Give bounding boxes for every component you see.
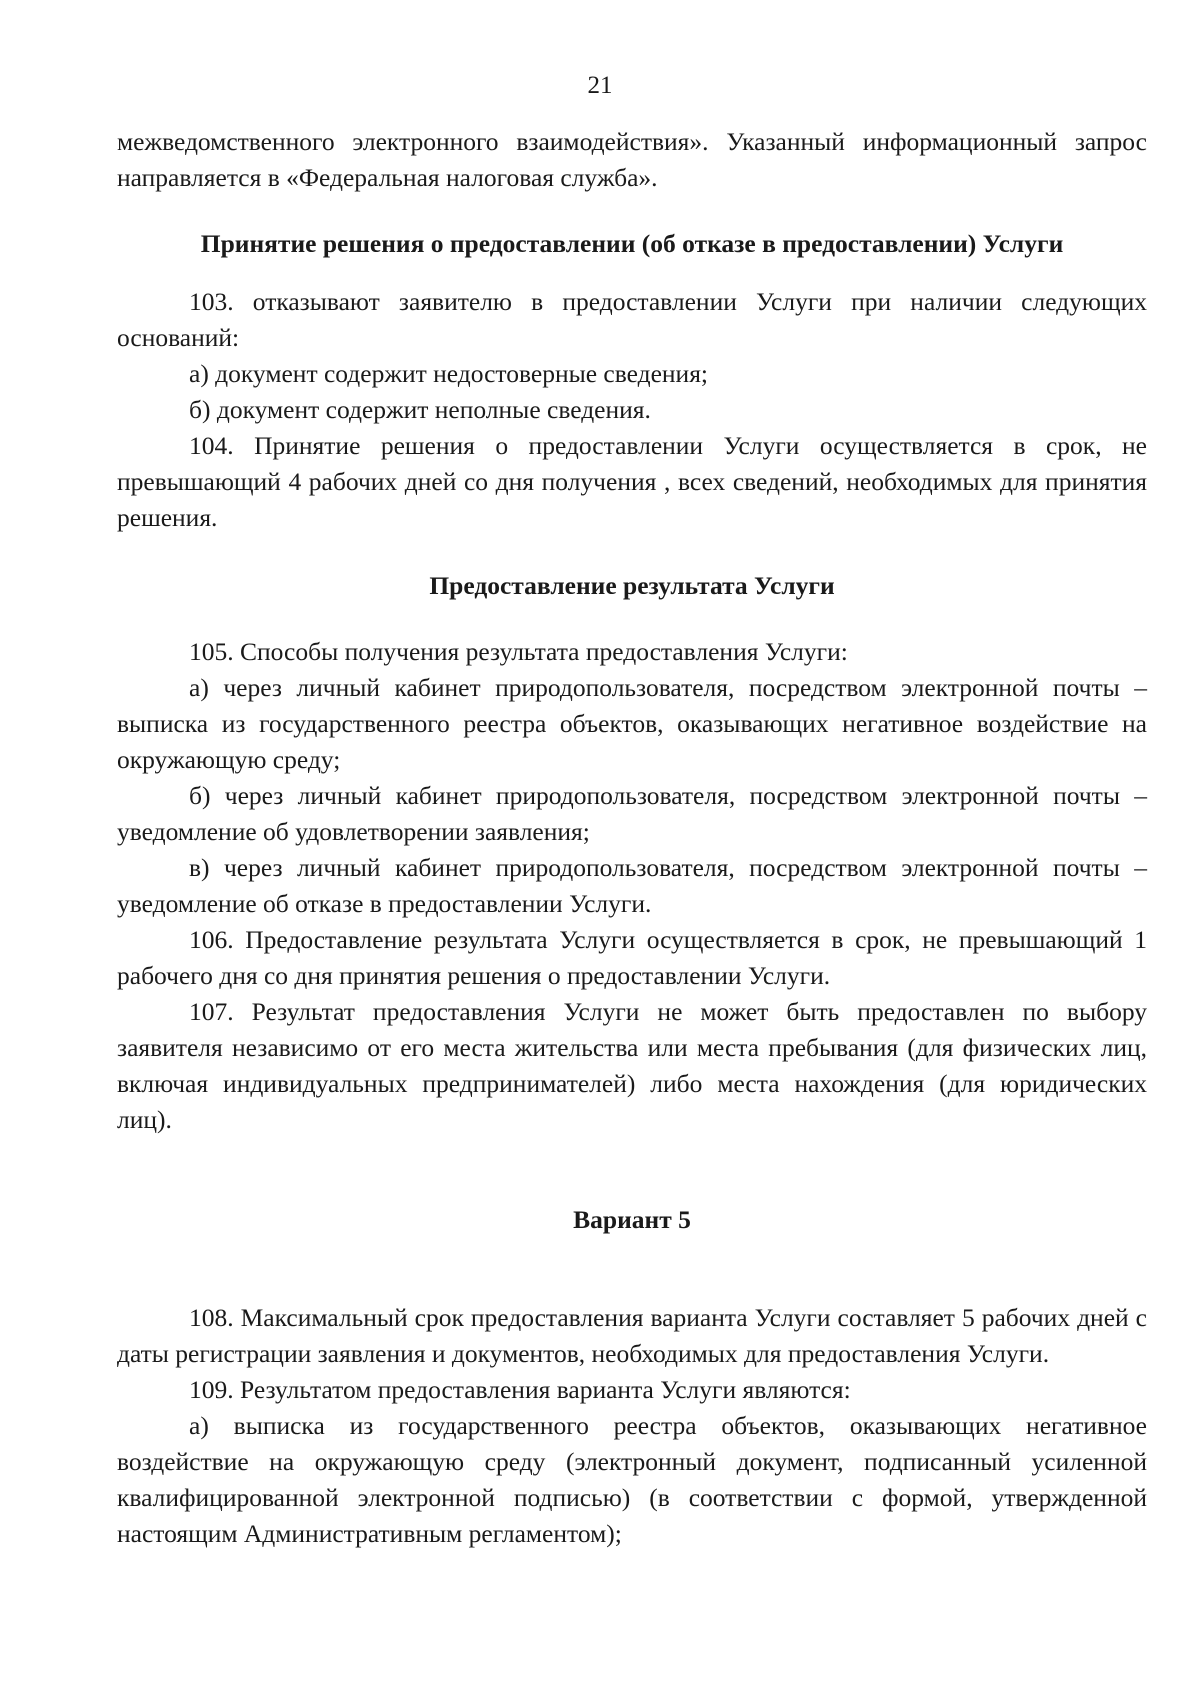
paragraph-105-b: б) через личный кабинет природопользователя, посредством электронной почты – уведомление об удовлетворении заявления; [117,781,1147,846]
paragraph-103-b: б) документ содержит неполные сведения. [189,395,651,424]
paragraph-104: 104. Принятие решения о предоставлении Услуги осуществляется в срок, не превышающий 4 рабочих дней со дня получения , всех сведений, необходимых для принятия решения. [117,431,1147,532]
paragraph-109-a: а) выписка из государственного реестра объектов, оказывающих негативное воздействие на окружающую среду (электронный документ, подписанный усиленной квалифицированной электронной подписью) (в соответствии с формой, утвержденной настоящим Административным регламентом); [117,1411,1147,1548]
page-number: 21 [587,72,613,99]
paragraph-109: 109. Результатом предоставления варианта Услуги являются: [189,1375,851,1404]
paragraph-continuation: межведомственного электронного взаимодействия». Указанный информационный запрос направляется в «Федеральная налоговая служба». [117,127,1147,192]
paragraph-105: 105. Способы получения результата предоставления Услуги: [189,637,848,666]
paragraph-108: 108. Максимальный срок предоставления варианта Услуги составляет 5 рабочих дней с даты регистрации заявления и документов, необходимых для предоставления Услуги. [117,1303,1147,1368]
paragraph-103-a: а) документ содержит недостоверные сведения; [189,359,709,388]
paragraph-106: 106. Предоставление результата Услуги осуществляется в срок, не превышающий 1 рабочего дня со дня принятия решения о предоставлении Услуги. [117,925,1147,990]
section-heading-decision: Принятие решения о предоставлении (об отказе в предоставлении) Услуги [200,229,1064,258]
paragraph-103: 103. отказывают заявителю в предоставлении Услуги при наличии следующих оснований: [117,287,1147,352]
document-body [117,124,1147,1552]
paragraph-105-c: в) через личный кабинет природопользователя, посредством электронной почты – уведомление об отказе в предоставлении Услуги. [117,853,1147,918]
paragraph-107: 107. Результат предоставления Услуги не может быть предоставлен по выбору заявителя независимо от его места жительства или места пребывания (для физических лиц, включая индивидуальных предпринимателей) либо места нахождения (для юридических лиц). [117,997,1147,1134]
paragraph-105-a: а) через личный кабинет природопользователя, посредством электронной почты – выписка из государственного реестра объектов, оказывающих негативное воздействие на окружающую среду; [117,673,1147,774]
section-heading-variant-5: Вариант 5 [573,1205,691,1234]
section-heading-result: Предоставление результата Услуги [429,571,835,600]
